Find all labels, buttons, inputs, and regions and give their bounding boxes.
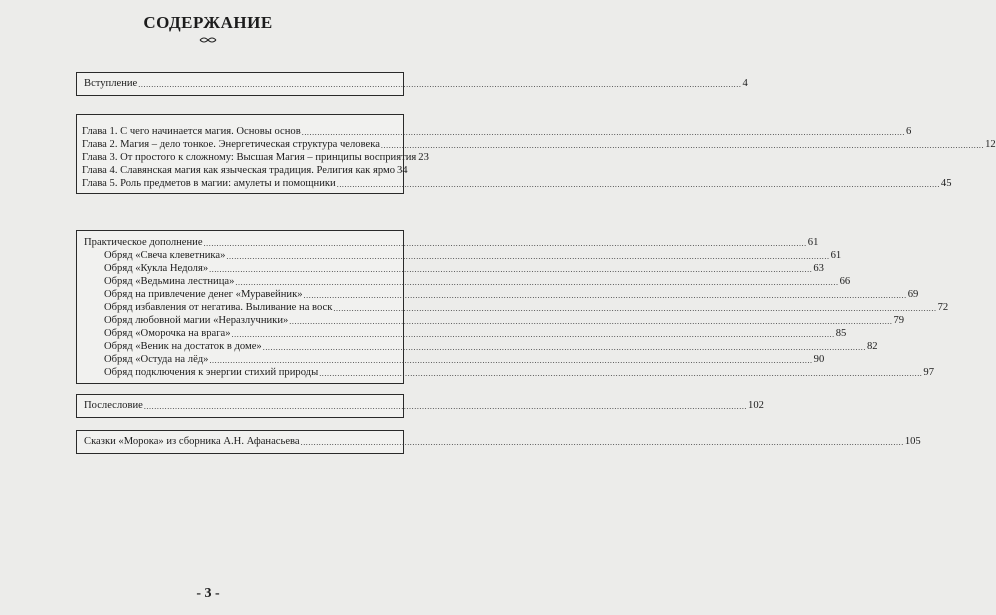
toc-entry-title: Обряд «Оморочка на врага» bbox=[104, 328, 231, 339]
toc-leader-dots bbox=[302, 128, 905, 138]
toc-leader-dots bbox=[226, 252, 829, 262]
toc-leader-dots bbox=[209, 356, 812, 366]
toc-leader-dots bbox=[301, 438, 904, 448]
toc-entry-title: Послесловие bbox=[84, 400, 143, 411]
toc-entry-page: 34 bbox=[397, 165, 408, 176]
toc-leader-dots bbox=[304, 291, 907, 301]
toc-entry-page: 85 bbox=[835, 328, 847, 339]
toc-entry-rite[interactable] bbox=[104, 263, 824, 275]
toc-leader-dots bbox=[209, 265, 812, 275]
toc-entry-rite[interactable] bbox=[104, 302, 949, 314]
toc-entry-rite[interactable] bbox=[104, 328, 847, 340]
toc-entry-rite[interactable] bbox=[104, 289, 919, 301]
toc-entry-practical-heading[interactable] bbox=[84, 237, 819, 249]
toc-entry-rite[interactable] bbox=[104, 354, 825, 366]
toc-entry-chapter-1[interactable] bbox=[82, 126, 912, 138]
toc-entry-rite[interactable] bbox=[104, 315, 905, 327]
toc-entry-fairy-tales[interactable] bbox=[84, 436, 921, 448]
toc-entry-page: 23 bbox=[418, 152, 429, 163]
toc-entry-title: Глава 1. С чего начинается магия. Основы основ bbox=[82, 126, 301, 137]
page-title: СОДЕРЖАНИЕ bbox=[143, 13, 273, 32]
toc-entry-title: Обряд избавления от негатива. Выливание на воск bbox=[104, 302, 333, 313]
toc-entry-title: Обряд «Свеча клеветника» bbox=[104, 250, 226, 261]
toc-entry-page: 4 bbox=[742, 78, 748, 89]
toc-entry-title: Обряд на привлечение денег «Муравейник» bbox=[104, 289, 303, 300]
toc-entry-rite[interactable] bbox=[104, 276, 851, 288]
toc-entry-title: Обряд «Остуда на лёд» bbox=[104, 354, 209, 365]
toc-leader-dots bbox=[204, 239, 807, 249]
toc-entry-title: Сказки «Морока» из сборника А.Н. Афанасьева bbox=[84, 436, 300, 447]
toc-entry-page: 90 bbox=[813, 354, 825, 365]
toc-entry-page: 105 bbox=[904, 436, 921, 447]
toc-entry-title: Глава 5. Роль предметов в магии: амулеты и помощники bbox=[82, 178, 336, 189]
toc-leader-dots bbox=[232, 330, 835, 340]
toc-entry-title: Обряд «Ведьмина лестница» bbox=[104, 276, 235, 287]
toc-entry-title: Глава 4. Славянская магия как языческая традиция. Религия как ярмо bbox=[82, 165, 395, 176]
toc-entry-page: 72 bbox=[937, 302, 949, 313]
toc-entry-title: Обряд любовной магии «Неразлучники» bbox=[104, 315, 289, 326]
toc-entry-title: Обряд «Кукла Недоля» bbox=[104, 263, 209, 274]
toc-entry-page: 63 bbox=[813, 263, 824, 274]
toc-entry-page: 66 bbox=[839, 276, 851, 287]
toc-entry-introduction[interactable] bbox=[84, 78, 748, 90]
toc-entry-title: Практическое дополнение bbox=[84, 237, 203, 248]
toc-leader-dots bbox=[333, 304, 936, 314]
toc-entry-page: 69 bbox=[907, 289, 919, 300]
toc-entry-page: 12 bbox=[985, 139, 996, 150]
toc-leader-dots bbox=[381, 141, 984, 151]
toc-leader-dots bbox=[337, 180, 940, 190]
toc-entry-page: 79 bbox=[893, 315, 905, 326]
page-number: - 3 - bbox=[196, 586, 220, 601]
toc-entry-chapter-3[interactable] bbox=[82, 152, 429, 164]
toc-entry-page: 82 bbox=[866, 341, 878, 352]
toc-leader-dots bbox=[144, 402, 747, 412]
toc-leader-dots bbox=[263, 343, 866, 353]
toc-entry-page: 97 bbox=[923, 367, 934, 378]
toc-entry-title: Обряд подключения к энергии стихий природы bbox=[104, 367, 319, 378]
ornament-divider-icon bbox=[198, 36, 218, 44]
toc-entry-chapter-5[interactable] bbox=[82, 178, 952, 190]
toc-entry-page: 61 bbox=[830, 250, 842, 261]
toc-entry-rite[interactable] bbox=[104, 341, 878, 353]
toc-entry-rite[interactable] bbox=[104, 250, 842, 262]
toc-entry-rite[interactable] bbox=[104, 367, 934, 379]
toc-entry-chapter-2[interactable] bbox=[82, 139, 996, 151]
toc-entry-chapter-4[interactable] bbox=[82, 165, 408, 177]
toc-leader-dots bbox=[319, 369, 922, 379]
toc-entry-page: 45 bbox=[940, 178, 952, 189]
toc-entry-page: 102 bbox=[748, 400, 764, 411]
toc-entry-page: 61 bbox=[807, 237, 819, 248]
toc-entry-title: Глава 2. Магия – дело тонкое. Энергетическая структура человека bbox=[82, 139, 380, 150]
toc-leader-dots bbox=[235, 278, 838, 288]
toc-entry-page: 6 bbox=[905, 126, 912, 137]
toc-entry-title: Глава 3. От простого к сложному: Высшая Магия – принципы восприятия bbox=[82, 152, 417, 163]
toc-leader-dots bbox=[289, 317, 892, 327]
toc-entry-title: Обряд «Веник на достаток в доме» bbox=[104, 341, 262, 352]
toc-entry-title: Вступление bbox=[84, 78, 138, 89]
toc-entry-afterword[interactable] bbox=[84, 400, 764, 412]
toc-leader-dots bbox=[138, 80, 741, 90]
